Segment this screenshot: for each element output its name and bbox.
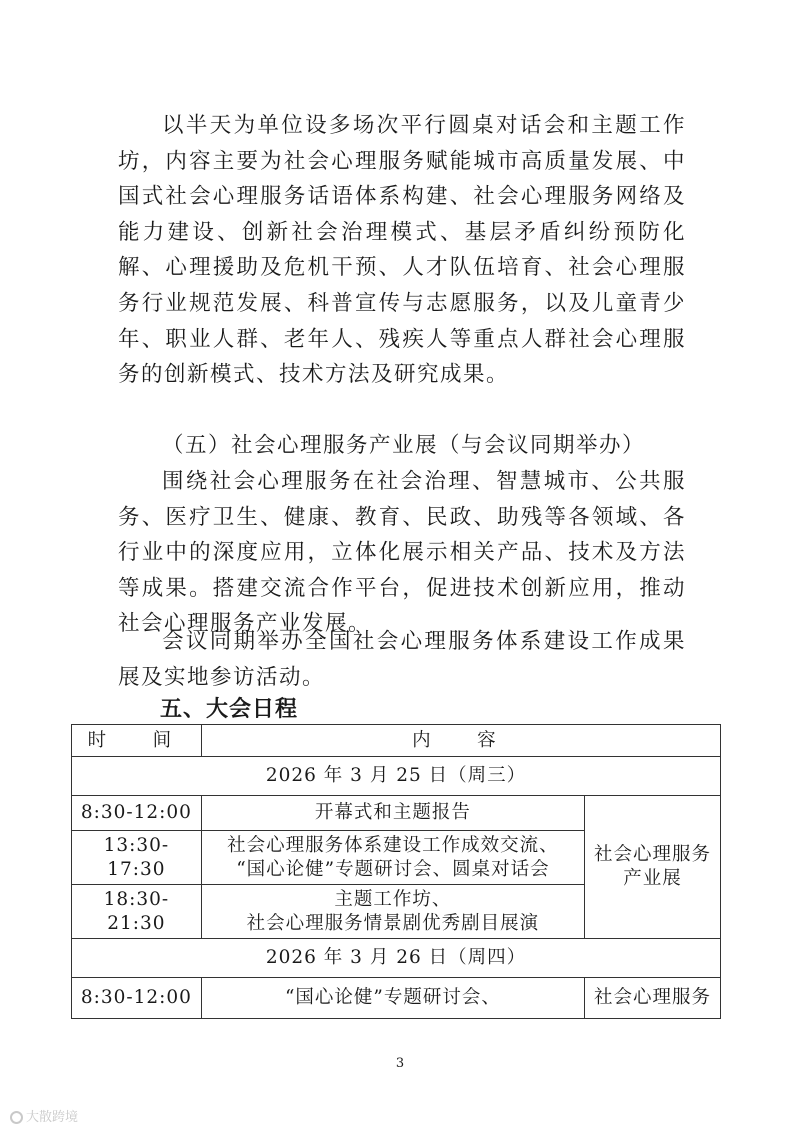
table-row [72, 978, 721, 1019]
session-content-line: 主题工作坊、 [334, 888, 452, 910]
date-day2: 2026 年 3 月 26 日（周四） [72, 939, 721, 978]
side-event: 社会心理服务 [585, 978, 721, 1019]
watermark [10, 1106, 78, 1125]
watermark-text: 大散跨境 [26, 1110, 79, 1125]
session-time: 13:30-17:30 [72, 831, 202, 885]
session-time: 8:30-12:00 [72, 978, 202, 1019]
subheading-industry-expo: （五）社会心理服务产业展（与会议同期举办） [162, 433, 646, 458]
date-day1: 2026 年 3 月 25 日（周三） [72, 757, 721, 796]
session-content [201, 796, 584, 831]
session-content-line: 社会心理服务情景剧优秀剧目展演 [246, 912, 540, 934]
paragraph-achievement-expo: 会议同期举办全国社会心理服务体系建设工作成果展及实地参访活动。 [118, 629, 686, 690]
date-row-day1 [72, 757, 721, 796]
table-header-row [72, 725, 721, 757]
watermark-logo-icon [10, 1111, 23, 1124]
session-content [201, 885, 584, 939]
session-time: 8:30-12:00 [72, 796, 202, 831]
date-row-day2 [72, 939, 721, 978]
session-content [201, 831, 584, 885]
session-content-line: “国心论健”专题研讨会、圆桌对话会 [236, 858, 550, 880]
header-content: 内 容 [201, 725, 720, 757]
side-event-line: 社会心理服务 [594, 844, 712, 865]
table-row [72, 796, 721, 831]
session-time: 18:30-21:30 [72, 885, 202, 939]
session-content-line: 社会心理服务体系建设工作成效交流、 [227, 834, 559, 856]
paragraph-workshops: 以半天为单位设多场次平行圆桌对话会和主题工作坊，内容主要为社会心理服务赋能城市高质量发展、中国式社会心理服务话语体系构建、社会心理服务网络及能力建设、创新社会治理模式、基层矛盾纠纷预防化解、心理援助及危机干预、人才队伍培育、社会心理服务行业规范发展、科普宣传与志愿服务，以及儿童青少年、职业人群、老年人、残疾人等重点人群社会心理服务的创新模式、技术方法及研究成果。 [118, 113, 686, 388]
page-number: 3 [395, 1056, 405, 1071]
session-content-line: 开幕式和主题报告 [314, 802, 471, 823]
side-event [585, 796, 721, 939]
session-content: “国心论健”专题研讨会、 [201, 978, 584, 1019]
schedule-table [71, 724, 721, 1019]
section-title-schedule: 五、大会日程 [160, 697, 299, 722]
header-time: 时 间 [72, 725, 202, 757]
paragraph-industry-expo: 围绕社会心理服务在社会治理、智慧城市、公共服务、医疗卫生、健康、教育、民政、助残等各领域、各行业中的深度应用，立体化展示相关产品、技术及方法等成果。搭建交流合作平台，促进技术创新应用，推动社会心理服务产业发展。 [118, 469, 686, 637]
side-event-line: 产业展 [623, 868, 682, 889]
